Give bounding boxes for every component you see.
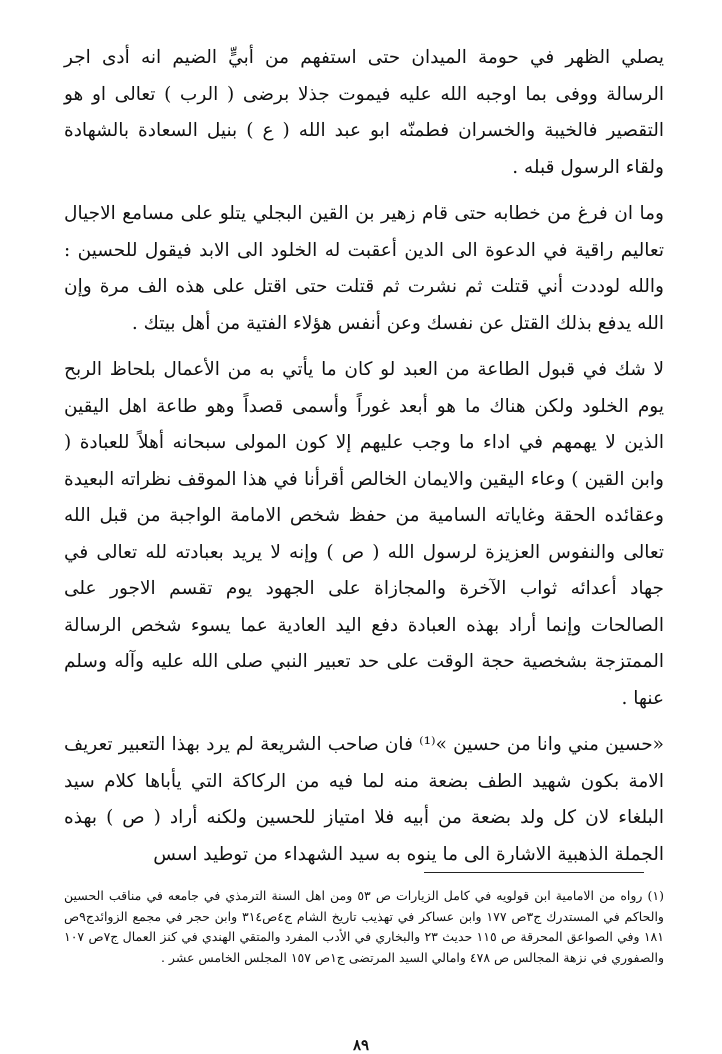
footnote-1: (١) رواه من الامامية ابن قولويه في كامل الزيارات ص ٥٣ ومن اهل السنة الترمذي في جامعه في مناقب الحسين والحاكم في المستدرك ج٣ص ١٧٧ وابن عساكر في تهذيب تاريخ الشام ج٤ص٣١٤ وابن حجر في مجمع الزوائدج٩ص ١٨١ وفي الصواعق المحرقة ص ١١٥ حديث ٢٣ والبخاري في الأدب المفرد والمتقي الهندي في كنز العمال ج٧ص ١٠٧ والصفوري في نزهة المجالس ص ٤٧٨ وامالي السيد المرتضى ج١ص ١٥٧ المجلس الخامس عشر . [64, 888, 664, 965]
page-number: ٨٩ [352, 1036, 370, 1054]
paragraph-3: لا شك في قبول الطاعة من العبد لو كان ما يأتي به من الأعمال بلحاظ الربح يوم الخلود ولكن هناك ما هو أبعد غوراً وأسمى قصداً وهو طاعة اهل اليقين الذين لا يهمهم في اداء ما وجب عليهم إلا كون المولى سبحانه أهلاً للعبادة ( وابن القين ) وعاء اليقين والايمان الخالص أقرأنا في هذا الموقف نظراته البعيدة وعقائده الحقة وغاياته السامية من حفظ شخص الامامة الواجبة من قبل الله تعالى والنفوس العزيزة لرسول الله ( ص ) وإنه لا يريد بعبادته لله تعالى في جهاد أعدائه ثواب الآخرة والمجازاة على الجهود يوم تقسم الاجور على الصالحات وإنما أراد بهذه العبادة دفع اليد العادية عما يسوء شخص الرسالة الممتزجة بشخصية حجة الوقت على حد تعبير النبي صلى الله عليه وآله وسلم عنها . [64, 359, 664, 709]
paragraph-2: وما ان فرغ من خطابه حتى قام زهير بن القين البجلي يتلو على مسامع الاجيال تعاليم راقية في الدعوة الى الدين أعقبت له الخلود الى الابد فيقول للحسين : والله لوددت أني قتلت ثم نشرت ثم قتلت حتى اقتل على هذه الف مرة وإن الله يدفع بذلك القتل عن نفسك وعن أنفس هؤلاء الفتية من أهل بيتك . [64, 203, 664, 334]
main-text [64, 40, 664, 873]
footnote-divider [424, 872, 644, 873]
paragraph-4: «حسين مني وانا من حسين »⁽¹⁾ فان صاحب الشريعة لم يرد بهذا التعبير تعريف الامة بكون شهيد الطف بضعة منه لما فيه من الركاكة التي يأباها كلام سيد البلغاء لان كل ولد بضعة من أبيه فلا امتياز للحسين ولكنه أراد ( ص ) بهذه الجملة الذهبية الاشارة الى ما ينوه به سيد الشهداء من توطيد اسس [64, 734, 664, 865]
paragraph-1: يصلي الظهر في حومة الميدان حتى استفهم من أبيٍّ الضيم انه أدى اجر الرسالة ووفى بما اوجبه الله عليه فيموت جذلا برضى ( الرب ) تعالى او هو التقصير فالخيبة والخسران فطمنّه ابو عبد الله ( ع ) بنيل السعادة بالشهادة ولقاء الرسول قبله . [64, 47, 664, 178]
